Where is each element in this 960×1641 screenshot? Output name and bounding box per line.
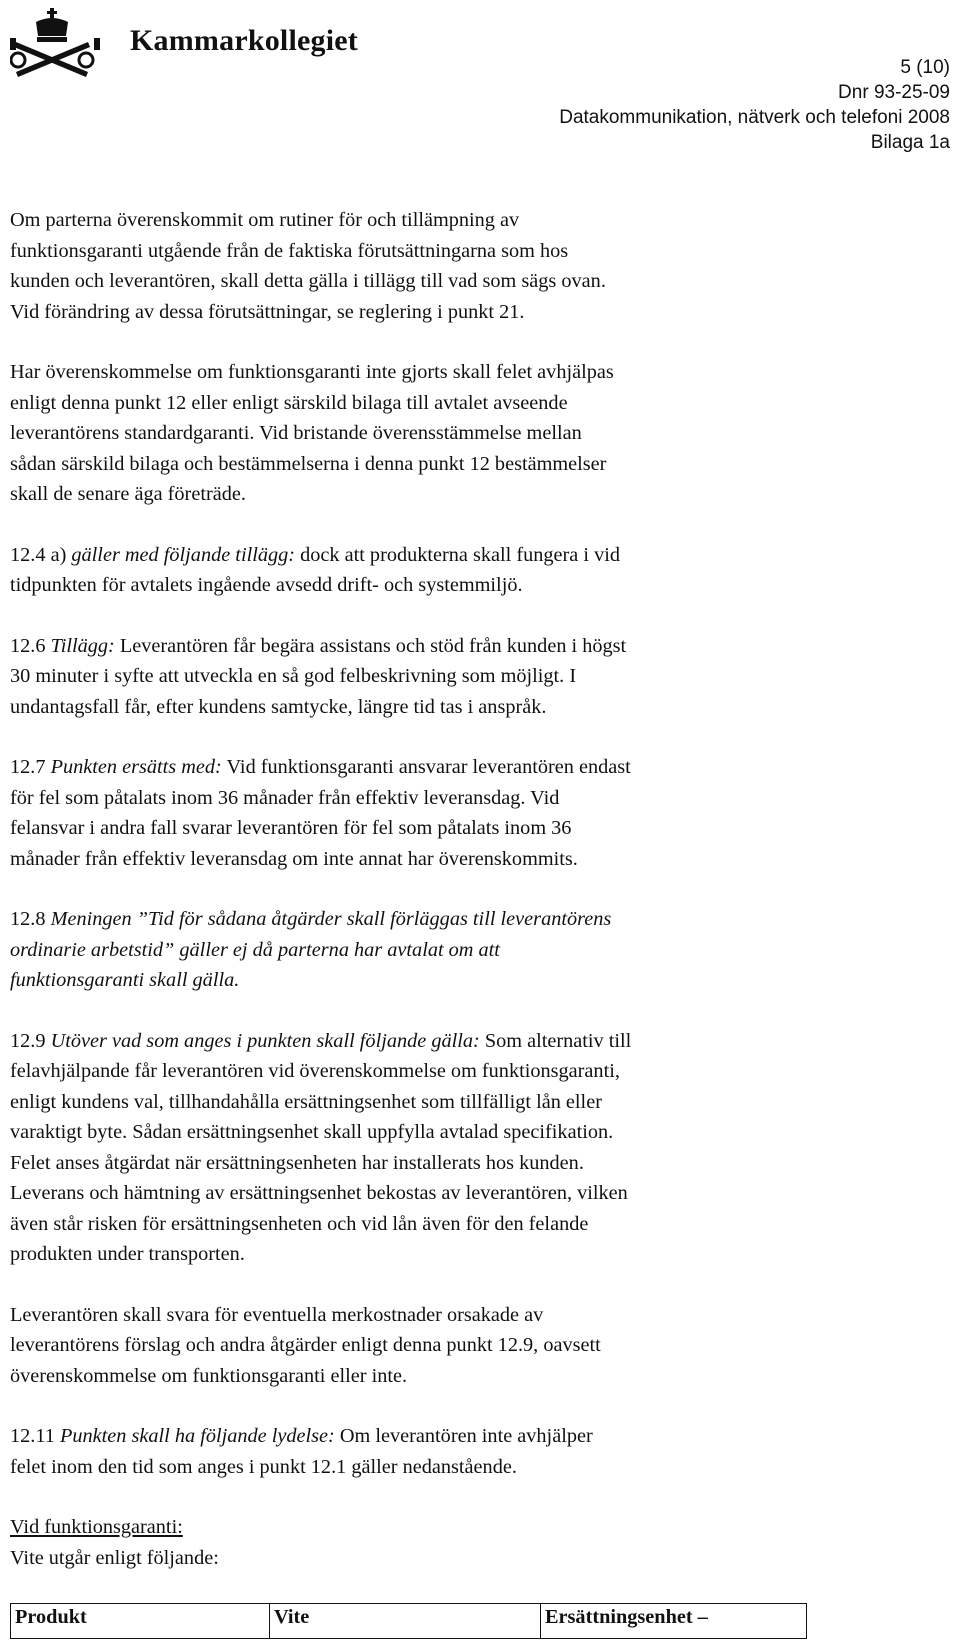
vite-intro: Vite utgår enligt följande: bbox=[10, 1546, 219, 1569]
table-header-row bbox=[11, 1604, 807, 1639]
text-line: leverantörens standardgaranti. Vid bristande överensstämmelse mellan bbox=[10, 422, 582, 444]
page-number: 5 (10) bbox=[900, 57, 950, 78]
clause-number: 12.6 bbox=[10, 634, 51, 657]
text-line: Vid förändring av dessa förutsättningar, se reglering i punkt 21. bbox=[10, 300, 525, 323]
document-title: Datakommunikation, nätverk och telefoni 2008 bbox=[559, 107, 950, 128]
text-line: månader från effektiv leveransdag om inte annat har överenskommits. bbox=[10, 847, 578, 870]
clause-heading: Punkten ersätts med: bbox=[50, 756, 222, 778]
text-line: även står risken för ersättningsenheten och vid lån även för den felande bbox=[10, 1212, 589, 1235]
vite-table bbox=[10, 1603, 807, 1639]
text-line: 30 minuter i syfte att utveckla en så god felbeskrivning som möjligt. I bbox=[10, 665, 577, 687]
text-line: kunden och leverantören, skall detta gälla i tillägg till vad som sägs ovan. bbox=[10, 270, 606, 292]
header-ersattningsenhet: Ersättningsenhet – bbox=[541, 1604, 807, 1639]
text-line: enligt kundens val, tillhandahålla ersättningsenhet som tillfälligt lån eller bbox=[10, 1090, 602, 1113]
header-vite: Vite bbox=[270, 1604, 541, 1639]
text-line: sådan särskild bilaga och bestämmelserna i denna punkt 12 bestämmelser bbox=[10, 452, 607, 475]
text-line: för fel som påtalats inom 36 månader från effektiv leveransdag. Vid bbox=[10, 786, 560, 809]
vite-section bbox=[10, 1512, 930, 1573]
paragraph-12-7 bbox=[10, 752, 930, 874]
text-line: felavhjälpande får leverantören vid överenskommelse om funktionsgaranti, bbox=[10, 1060, 620, 1082]
clause-number: 12.8 bbox=[10, 908, 51, 930]
text-line bbox=[10, 904, 930, 935]
text-line bbox=[10, 752, 930, 783]
text-line: funktionsgaranti utgående från de faktiska förutsättningarna som hos bbox=[10, 239, 569, 262]
vid-funktionsgaranti-heading: Vid funktionsgaranti: bbox=[10, 1516, 183, 1538]
clause-heading: funktionsgaranti skall gälla. bbox=[10, 969, 240, 991]
clause-number: 12.7 bbox=[10, 756, 51, 778]
paragraph-12-8 bbox=[10, 904, 930, 996]
text-line: enligt denna punkt 12 eller enligt särskild bilaga till avtalet avseende bbox=[10, 391, 568, 414]
text-run: Om leverantören inte avhjälper bbox=[334, 1425, 593, 1447]
text-line: överenskommelse om funktionsgaranti eller inte. bbox=[10, 1364, 408, 1387]
text-line: Felet anses åtgärdat när ersättningsenheten har installerats hos kunden. bbox=[10, 1151, 584, 1174]
header-produkt: Produkt bbox=[11, 1604, 270, 1639]
clause-number: 12.9 bbox=[10, 1029, 51, 1052]
text-line: Har överenskommelse om funktionsgaranti inte gjorts skall felet avhjälpas bbox=[10, 361, 614, 383]
text-line: felet inom den tid som anges i punkt 12.1 gäller nedanstående. bbox=[10, 1455, 517, 1478]
paragraph-12-6 bbox=[10, 631, 930, 723]
text-line bbox=[10, 1421, 930, 1452]
paragraph-12-9 bbox=[10, 1026, 930, 1270]
text-line: leverantörens förslag och andra åtgärder enligt denna punkt 12.9, oavsett bbox=[10, 1334, 601, 1356]
paragraph-12-4 bbox=[10, 540, 930, 601]
text-run: dock att produkterna skall fungera i vid bbox=[295, 543, 620, 566]
text-line: Leverans och hämtning av ersättningsenhet bekostas av leverantören, vilken bbox=[10, 1182, 628, 1204]
clause-number: 12.4 a) bbox=[10, 543, 72, 566]
clause-heading: ordinarie arbetstid” gäller ej då parterna har avtalat om att bbox=[10, 938, 500, 961]
clause-number: 12.11 bbox=[10, 1425, 60, 1447]
text-line: Leverantören skall svara för eventuella merkostnader orsakade av bbox=[10, 1303, 544, 1326]
text-line bbox=[10, 965, 930, 996]
paragraph-1 bbox=[10, 205, 930, 327]
text-line bbox=[10, 631, 930, 662]
text-line: Om parterna överenskommit om rutiner för och tillämpning av bbox=[10, 209, 520, 231]
clause-heading: gäller med följande tillägg: bbox=[71, 543, 296, 566]
text-line: produkten under transporten. bbox=[10, 1243, 245, 1265]
text-run: Som alternativ till bbox=[479, 1029, 632, 1052]
text-run: Vid funktionsgaranti ansvarar leverantören endast bbox=[221, 756, 631, 778]
text-line: varaktigt byte. Sådan ersättningsenhet skall uppfylla avtalad specifikation. bbox=[10, 1121, 614, 1143]
clause-heading: Tillägg: bbox=[50, 634, 115, 657]
text-line: felansvar i andra fall svarar leverantören för fel som påtalats inom 36 bbox=[10, 817, 572, 839]
paragraph-2 bbox=[10, 357, 930, 510]
clause-heading: Punkten skall ha följande lydelse: bbox=[59, 1425, 335, 1447]
text-line bbox=[10, 1026, 930, 1057]
text-line bbox=[10, 935, 930, 966]
text-run: Leverantören får begära assistans och stöd från kunden i högst bbox=[114, 634, 627, 657]
text-line: skall de senare äga företräde. bbox=[10, 483, 246, 505]
appendix-label: Bilaga 1a bbox=[870, 132, 950, 153]
document-body bbox=[10, 205, 930, 1573]
text-line bbox=[10, 540, 930, 571]
document-number: Dnr 93-25-09 bbox=[838, 82, 950, 103]
clause-heading: Utöver vad som anges i punkten skall följande gälla: bbox=[50, 1029, 480, 1052]
clause-heading: Meningen ”Tid för sådana åtgärder skall förläggas till leverantörens bbox=[50, 908, 612, 930]
org-name: Kammarkollegiet bbox=[130, 24, 358, 57]
paragraph-12-11 bbox=[10, 1421, 930, 1482]
paragraph-merkostnader bbox=[10, 1300, 930, 1392]
text-line: undantagsfall får, efter kundens samtycke, längre tid tas i anspråk. bbox=[10, 695, 547, 718]
text-line: tidpunkten för avtalets ingående avsedd drift- och systemmiljö. bbox=[10, 574, 523, 596]
